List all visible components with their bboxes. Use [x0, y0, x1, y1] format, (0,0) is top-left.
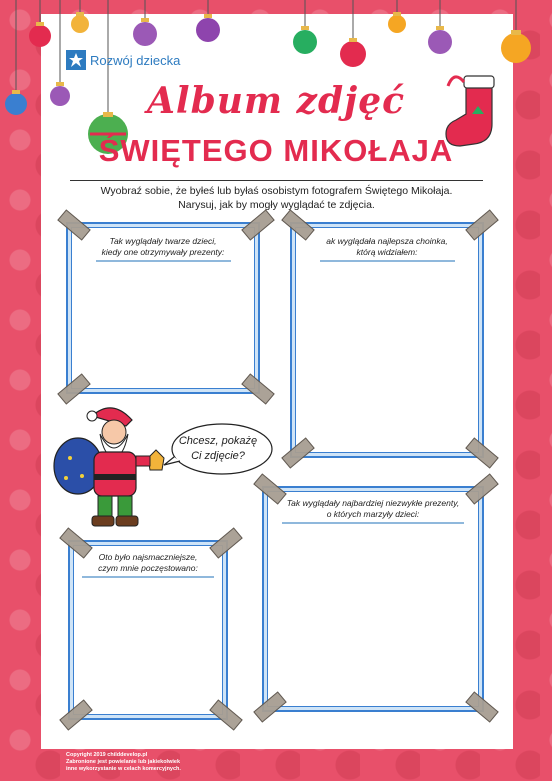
santa-claus-illustration	[52, 396, 172, 536]
logo-icon	[66, 50, 86, 70]
copyright-line-2: Zabronione jest powielanie lub jakiekolwiek	[66, 759, 181, 765]
bubble-line-1: Chcesz, pokażę	[178, 435, 258, 447]
title-script: Album zdjęć	[146, 80, 406, 122]
frame-2-caption-line-2: którą widziałem:	[356, 247, 418, 257]
photo-frame-1[interactable]	[66, 222, 260, 394]
frame-1-caption-line-1: Tak wyglądały twarze dzieci,	[109, 236, 217, 246]
frame-2-caption	[290, 236, 484, 258]
frame-3-caption-line-1: Tak wyglądały najbardziej niezwykłe prezenty,	[286, 498, 460, 508]
title-caps: ŚWIĘTEGO MIKOŁAJA	[98, 133, 454, 168]
photo-frame-3[interactable]	[262, 486, 484, 712]
copyright-notice	[66, 752, 266, 773]
caption-underline	[96, 260, 231, 262]
frame-4-caption-line-2: czym mnie poczęstowano:	[98, 563, 198, 573]
intro-line-2: Narysuj, jak by mogły wyglądać te zdjęcia.	[178, 199, 375, 211]
frame-2-caption-line-1: ak wyglądała najlepsza choinka,	[326, 236, 448, 246]
photo-frame-4[interactable]	[68, 540, 228, 720]
copyright-line-1: Copyright 2019 childdevelop.pl	[66, 752, 148, 758]
divider	[70, 180, 483, 181]
bubble-line-2: Ci zdjęcie?	[191, 450, 245, 462]
frame-1-caption-line-2: kiedy one otrzymywały prezenty:	[101, 247, 225, 257]
intro-text	[70, 184, 483, 212]
frame-1-caption	[66, 236, 260, 258]
logo-text: Rozwój dziecka	[90, 52, 181, 68]
frame-3-caption	[262, 498, 484, 520]
caption-underline	[282, 522, 464, 524]
photo-frame-2[interactable]	[290, 222, 484, 458]
speech-bubble-text	[162, 434, 274, 464]
intro-line-1: Wyobraź sobie, że byłeś lub byłaś osobistym fotografem Świętego Mikołaja.	[100, 185, 453, 197]
frame-4-caption	[68, 552, 228, 574]
caption-underline	[320, 260, 455, 262]
frame-3-caption-line-2: o których marzyły dzieci:	[326, 509, 420, 519]
frame-4-caption-line-1: Oto było najsmaczniejsze,	[98, 552, 198, 562]
copyright-line-3: inne wykorzystanie w celach komercyjnych.	[66, 766, 181, 772]
caption-underline	[82, 576, 214, 578]
brand-logo	[66, 50, 180, 70]
